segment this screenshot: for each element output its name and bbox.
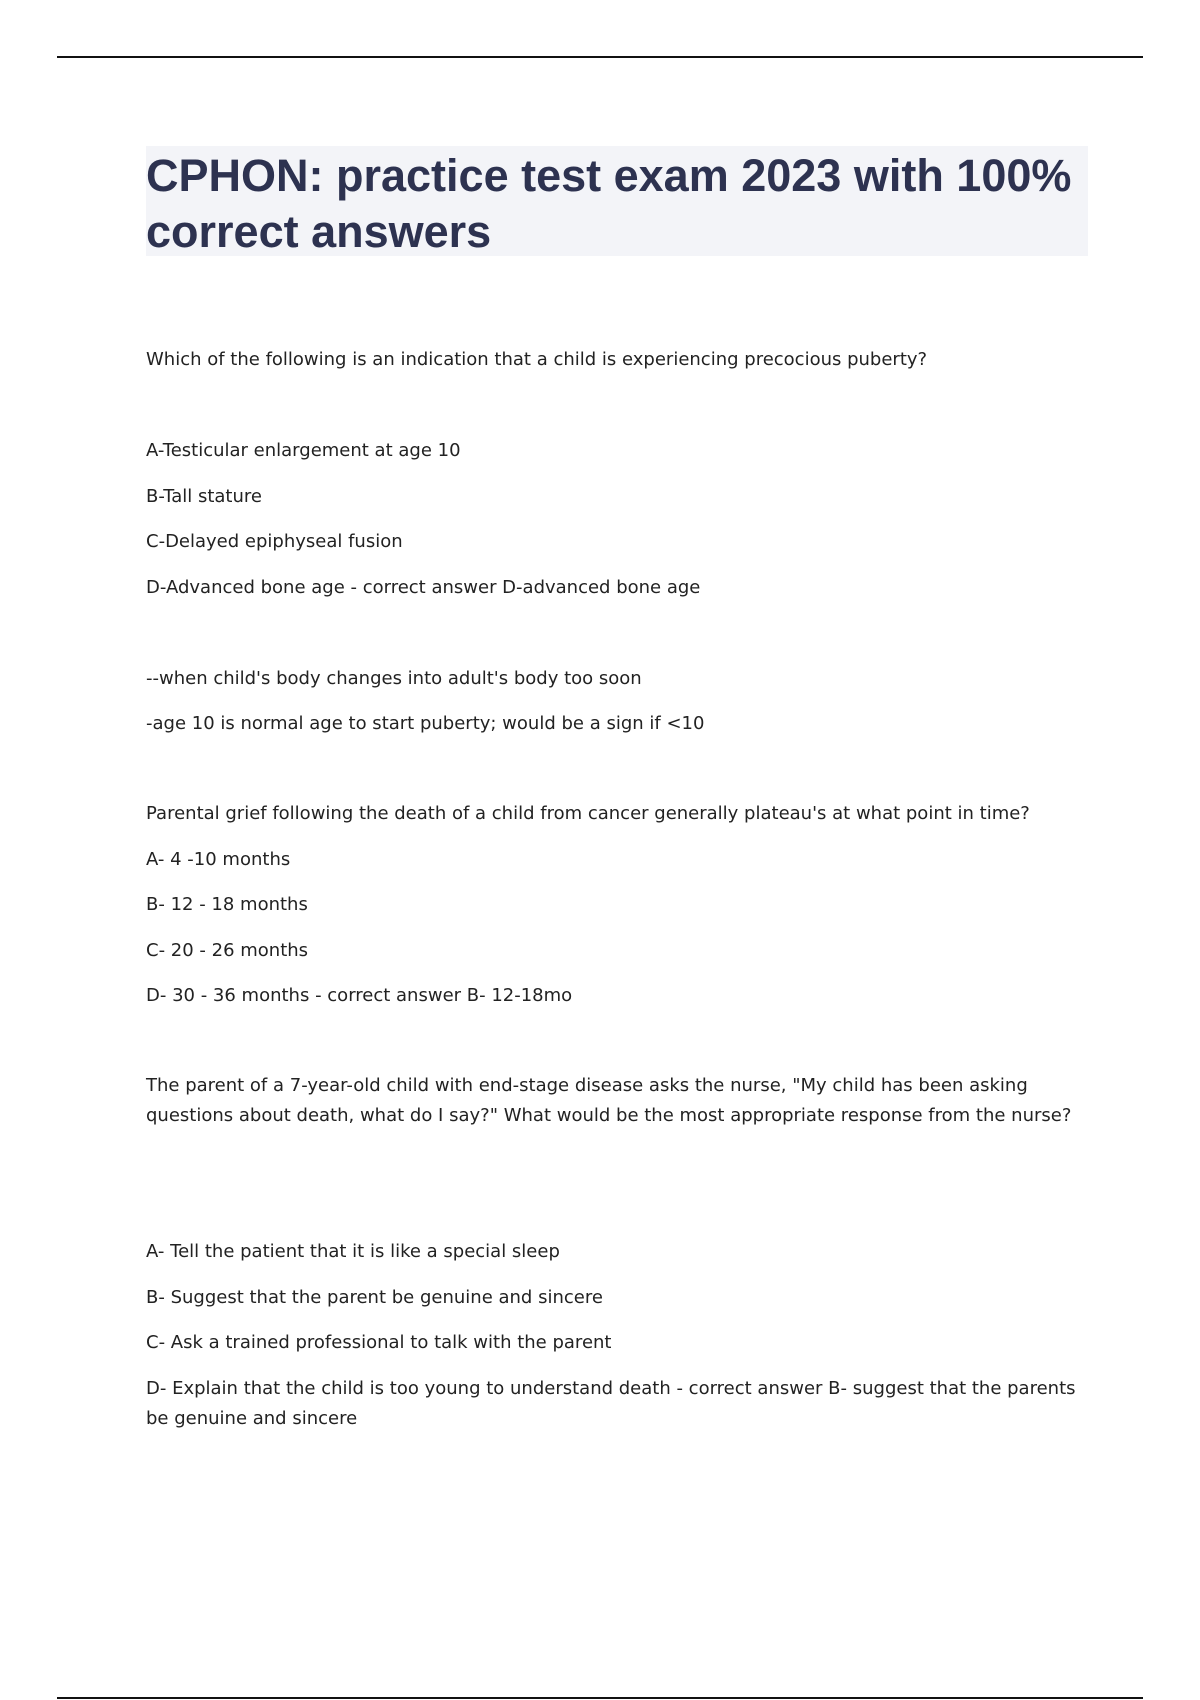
question-2-option-b: B- 12 - 18 months xyxy=(146,894,308,915)
document-title: CPHON: practice test exam 2023 with 100% correct answers xyxy=(146,150,1072,257)
question-1-note-2: -age 10 is normal age to start puberty; would be a sign if <10 xyxy=(146,713,705,734)
question-3-option-b: B- Suggest that the parent be genuine and sincere xyxy=(146,1287,603,1308)
question-3-prompt: The parent of a 7-year-old child with end-stage disease asks the nurse, "My child has been asking questions about death, what do I say?" What would be the most appropriate response from the nurse? xyxy=(146,1075,1072,1126)
bottom-divider xyxy=(57,1697,1143,1699)
question-1-option-b: B-Tall stature xyxy=(146,486,262,507)
question-2-prompt: Parental grief following the death of a child from cancer generally plateau's at what point in time? xyxy=(146,803,1030,824)
question-1-option-c: C-Delayed epiphyseal fusion xyxy=(146,531,403,552)
question-1-prompt: Which of the following is an indication that a child is experiencing precocious puberty? xyxy=(146,349,928,370)
question-3-option-d-answer: D- Explain that the child is too young to understand death - correct answer B- suggest that the parents be genuine and sincere xyxy=(146,1378,1076,1429)
question-3-option-c: C- Ask a trained professional to talk with the parent xyxy=(146,1332,612,1353)
question-1-option-a: A-Testicular enlargement at age 10 xyxy=(146,440,461,461)
top-divider xyxy=(57,56,1143,58)
question-2-option-a: A- 4 -10 months xyxy=(146,849,291,870)
question-2-option-d-answer: D- 30 - 36 months - correct answer B- 12-18mo xyxy=(146,985,573,1006)
question-2-option-c: C- 20 - 26 months xyxy=(146,940,309,961)
question-1-note-1: --when child's body changes into adult's body too soon xyxy=(146,668,642,689)
question-1-option-d-answer: D-Advanced bone age - correct answer D-advanced bone age xyxy=(146,577,701,598)
question-3-option-a: A- Tell the patient that it is like a special sleep xyxy=(146,1241,560,1262)
